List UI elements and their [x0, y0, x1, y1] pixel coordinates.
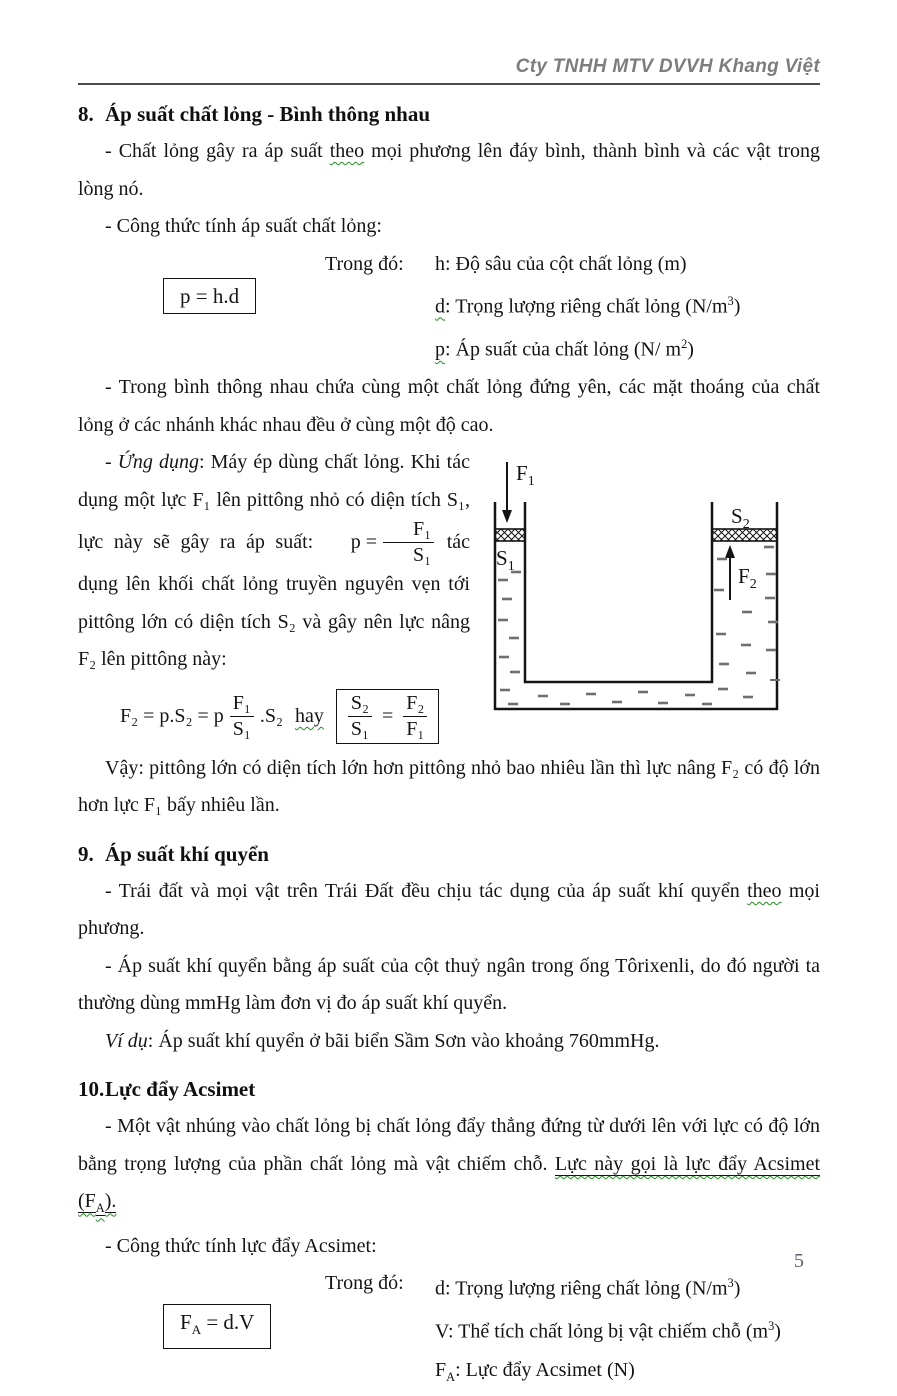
hydraulic-press-diagram	[480, 452, 820, 742]
atmospheric-pressure-paragraph-1: - Trái đất và mọi vật trên Trái Đất đều chịu tác dụng của áp suất khí quyển theo mọi phương.	[78, 879, 820, 940]
archimedes-force-paragraph: - Một vật nhúng vào chất lỏng bị chất lỏng đẩy thẳng đứng từ dưới lên với lực có độ lớn bằng trọng lượng của phần chất lỏng mà vật chiếm chỗ. Lực này gọi là lực đẩy Acsimet $(F_A)$.	[78, 1115, 821, 1216]
fraction-f1-s1: F₁ S₁	[230, 693, 254, 740]
definition-label: Trong đó:	[325, 1272, 404, 1295]
section-title: Áp suất khí quyển	[105, 841, 269, 866]
pressure-formula-box: p = h.d	[163, 278, 256, 314]
section-number: 9.	[78, 841, 94, 866]
force-f1-arrow-icon	[502, 462, 512, 523]
section-number: 8.	[78, 102, 94, 126]
definition-text-p: p: Áp suất của chất lỏng (N/ $m^2$)	[435, 337, 694, 361]
force-f2-arrow-icon	[725, 545, 735, 600]
fraction-s2-s1: $\frac{\text{S₂}}{\text{S₁}}$	[348, 693, 372, 740]
definition-label: Trong đó:	[325, 252, 404, 275]
atmospheric-pressure-paragraph-2: - Áp suất khí quyển bằng áp suất của cột thuỷ ngân trong ống Tôrixenli, do đó người ta thường dùng mmHg làm đơn vị đo áp suất khí quyển.	[78, 954, 820, 1015]
definition-text-d: d: Trọng lượng riêng chất lỏng $(N/m^3)$	[435, 294, 741, 318]
label-f1: $F_1$	[516, 461, 535, 490]
hydraulic-press-figure	[480, 452, 820, 742]
section-9-heading	[78, 836, 820, 873]
pressure-formula-intro: - Công thức tính áp suất chất lỏng:	[105, 215, 382, 237]
hydraulic-press-formula	[120, 689, 470, 744]
company-name: Cty TNHH MTV DVVH Khang Việt	[515, 56, 820, 77]
page-header	[78, 56, 820, 85]
definition-text-v: V: Thể tích chất lỏng bị vật chiếm chỗ $(m^3)$	[435, 1319, 781, 1344]
page-number: 5	[794, 1250, 804, 1272]
boxed-ratio-equation: $\frac{\text{S₂}}{\text{S₁}}$ = $\frac{\text{F₂}}{\text{F₁}}$	[336, 689, 440, 744]
label-f2: $F_2$	[738, 564, 757, 593]
section-8-heading	[78, 96, 820, 133]
inline-pressure-fraction: p = $\frac{\text{F₁}}{\text{S₁}}$	[324, 519, 436, 566]
atmospheric-pressure-example: Ví dụ: Áp suất khí quyển ở bãi biển Sầm Sơn vào khoảng 760mmHg.	[105, 1029, 660, 1052]
definition-row-fa	[78, 1352, 820, 1396]
label-s1: $S_1$	[496, 546, 515, 575]
section-title: Áp suất chất lỏng - Bình thông nhau	[105, 102, 431, 126]
definition-text-fa: $F_A$: Lực đẩy Acsimet (N)	[435, 1358, 635, 1384]
liquid-pressure-paragraph: - Chất lỏng gây ra áp suất theo mọi phương lên đáy bình, thành bình và các vật trong lòng nó.	[78, 140, 821, 200]
definition-row-p	[78, 326, 820, 369]
application-paragraph: - Ứng dụng: Máy ép dùng chất lỏng. Khi tác dụng một lực F₁ lên pittông nhỏ có diện tích S₁, lực này sẽ gây ra áp suất: p = $\frac{\text{F₁}}{\text{S₁}}$ tác dụng lên khối chất lỏng truyền nguyên vẹn tới pittông lớn có diện tích S₂ và gây nên lực nâng F₂ lên pittông này:	[78, 451, 471, 671]
section-10-heading	[78, 1071, 820, 1108]
pressure-definition-block	[78, 246, 820, 370]
archimedes-formula-intro: - Công thức tính lực đẩy Acsimet:	[105, 1234, 377, 1257]
formula-mult: .S₂	[259, 704, 283, 727]
section-number: 10.	[78, 1077, 105, 1102]
archimedes-definition-block	[78, 1265, 820, 1396]
definition-row-d	[78, 1265, 820, 1308]
conclusion-paragraph: Vậy: pittông lớn có diện tích lớn hơn pittông nhỏ bao nhiêu lần thì lực nâng F₂ có độ lớn hơn lực F₁ bấy nhiêu lần.	[78, 756, 820, 817]
label-s2: $S_2$	[731, 504, 750, 533]
formula-lhs: F₂ = p.S₂ = p	[120, 704, 224, 727]
communicating-vessels-paragraph: - Trong bình thông nhau chứa cùng một chất lỏng đứng yên, các mặt thoáng của chất lỏng ở các nhánh khác nhau đều ở cùng một độ cao.	[78, 376, 820, 436]
definition-text-h: h: Độ sâu của cột chất lỏng (m)	[435, 252, 687, 275]
inner-wall	[525, 502, 712, 682]
section-title: Lực đẩy Acsimet	[105, 1077, 256, 1102]
fraction-f2-f1: $\frac{\text{F₂}}{\text{F₁}}$	[403, 693, 427, 740]
archimedes-formula-box: $F_A = d.V$	[163, 1304, 271, 1348]
definition-text-d: d: Trọng lượng riêng chất lỏng $(N/m^3)$	[435, 1276, 741, 1300]
small-piston	[495, 529, 525, 541]
formula-hay: hay	[294, 704, 324, 727]
application-section	[78, 444, 820, 825]
